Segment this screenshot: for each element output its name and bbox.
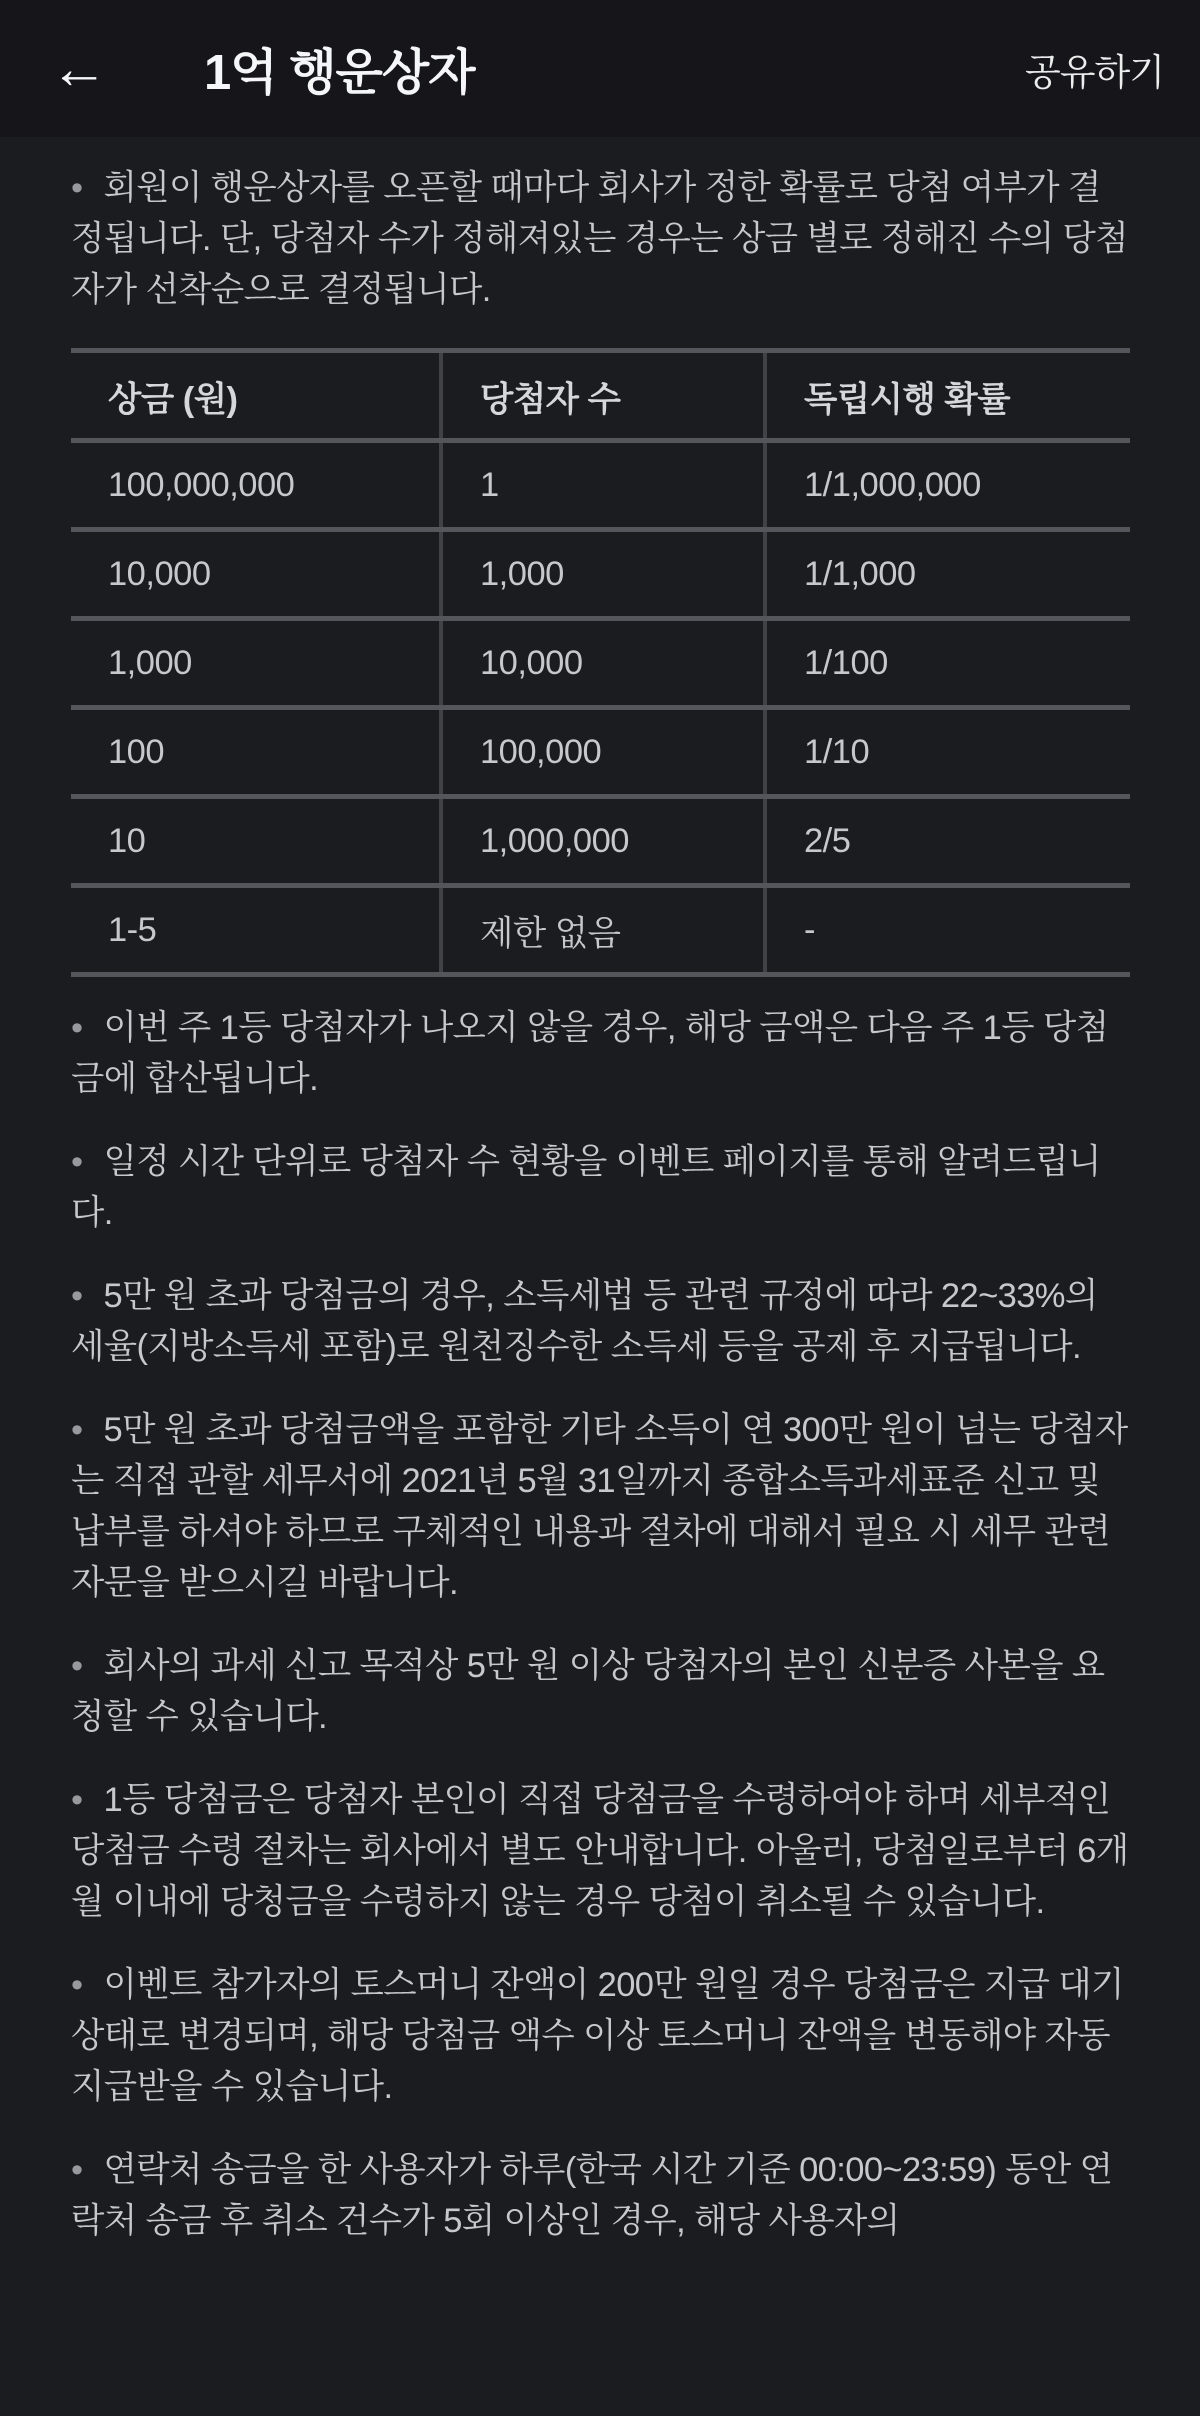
cell-prize: 10,000 — [108, 554, 211, 593]
cell-prize: 10 — [108, 821, 146, 860]
terms-bullet-tossmoney-limit — [71, 1960, 1130, 2113]
cell-winners: 100,000 — [441, 708, 765, 797]
bullet-text: 일정 시간 단위로 당첨자 수 현황을 이벤트 페이지를 통해 알려드립니다. — [71, 1143, 1101, 1232]
terms-bullet-carryover — [71, 1003, 1130, 1105]
cell-probability: 2/5 — [765, 797, 1130, 886]
table-header-row — [71, 351, 1130, 441]
cell-probability: - — [765, 886, 1130, 975]
table-row — [71, 886, 1130, 975]
cell-winners: 1,000 — [441, 530, 765, 619]
terms-bullet-withholding-tax — [71, 1271, 1130, 1373]
col-header-winners: 당첨자 수 — [441, 351, 765, 441]
bullet-dot: • — [71, 169, 83, 207]
cell-winners: 1,000,000 — [441, 797, 765, 886]
share-button[interactable]: 공유하기 — [1025, 42, 1164, 96]
table-row — [71, 441, 1130, 530]
table-row — [71, 530, 1130, 619]
cell-probability: 1/10 — [765, 708, 1130, 797]
cell-prize: 100,000,000 — [108, 465, 295, 504]
bullet-dot: • — [71, 1781, 83, 1819]
table-row — [71, 619, 1130, 708]
cell-prize: 100 — [108, 732, 165, 771]
cell-prize: 1-5 — [108, 910, 157, 949]
cell-winners: 1 — [441, 441, 765, 530]
arrow-left-icon: ← — [50, 35, 108, 101]
back-button[interactable] — [50, 35, 120, 101]
col-header-prize: 상금 (원) — [108, 380, 238, 419]
terms-bullet-income-tax-report — [71, 1405, 1130, 1609]
cell-probability: 1/1,000,000 — [765, 441, 1130, 530]
cell-probability: 1/100 — [765, 619, 1130, 708]
terms-bullet-status-updates — [71, 1137, 1130, 1239]
bullet-text: 1등 당첨금은 당첨자 본인이 직접 당첨금을 수령하여야 하며 세부적인 당첨금 수령 절차는 회사에서 별도 안내합니다. 아울러, 당첨일로부터 6개월 이내에 당청금을 수령하지 않는 경우 당첨이 취소될 수 있습니다. — [71, 1781, 1129, 1921]
bullet-text: 5만 원 초과 당첨금액을 포함한 기타 소득이 연 300만 원이 넘는 당첨자는 직접 관할 세무서에 2021년 5월 31일까지 종합소득과세표준 신고 및 납부를 하셔야 하므로 구체적인 내용과 절차에 대해서 필요 시 세무 관련 자문을 받으시길 바랍니다. — [71, 1411, 1128, 1602]
table-row — [71, 708, 1130, 797]
bullet-dot: • — [71, 1277, 83, 1315]
cell-probability: 1/1,000 — [765, 530, 1130, 619]
bullet-dot: • — [71, 2151, 83, 2189]
bullet-dot: • — [71, 1966, 83, 2004]
table-row — [71, 797, 1130, 886]
terms-content — [0, 137, 1200, 2247]
bullet-text: 5만 원 초과 당첨금의 경우, 소득세법 등 관련 규정에 따라 22~33%의 세율(지방소득세 포함)로 원천징수한 소득세 등을 공제 후 지급됩니다. — [71, 1277, 1098, 1366]
cell-winners: 제한 없음 — [441, 886, 765, 975]
cell-prize: 1,000 — [108, 643, 192, 682]
bullet-dot: • — [71, 1009, 83, 1047]
bullet-text: 회원이 행운상자를 오픈할 때마다 회사가 정한 확률로 당첨 여부가 결정됩니다. 단, 당첨자 수가 정해져있는 경우는 상금 별로 정해진 수의 당첨자가 선착순으로 결정됩니다. — [71, 169, 1128, 309]
terms-bullet-contact-transfer — [71, 2145, 1130, 2247]
app-bar — [0, 0, 1200, 137]
cell-winners: 10,000 — [441, 619, 765, 708]
bullet-text: 회사의 과세 신고 목적상 5만 원 이상 당첨자의 본인 신분증 사본을 요청할 수 있습니다. — [71, 1647, 1105, 1736]
terms-bullet-open-probability — [71, 163, 1130, 316]
bullet-text: 연락처 송금을 한 사용자가 하루(한국 시간 기준 00:00~23:59) 동안 연락처 송금 후 취소 건수가 5회 이상인 경우, 해당 사용자의 — [71, 2151, 1113, 2240]
bullet-dot: • — [71, 1143, 83, 1181]
bullet-dot: • — [71, 1411, 83, 1449]
terms-bullet-id-copy — [71, 1641, 1130, 1743]
page-title: 1억 행운상자 — [204, 45, 475, 100]
bullet-text: 이번 주 1등 당첨자가 나오지 않을 경우, 해당 금액은 다음 주 1등 당첨금에 합산됩니다. — [71, 1009, 1109, 1098]
bullet-dot: • — [71, 1647, 83, 1685]
prize-probability-table — [71, 348, 1130, 977]
bullet-text: 이벤트 참가자의 토스머니 잔액이 200만 원일 경우 당첨금은 지급 대기 상태로 변경되며, 해당 당첨금 액수 이상 토스머니 잔액을 변동해야 자동 지급받을 수 있습니다. — [71, 1966, 1124, 2106]
terms-bullet-first-prize-claim — [71, 1775, 1130, 1928]
col-header-probability: 독립시행 확률 — [765, 351, 1130, 441]
